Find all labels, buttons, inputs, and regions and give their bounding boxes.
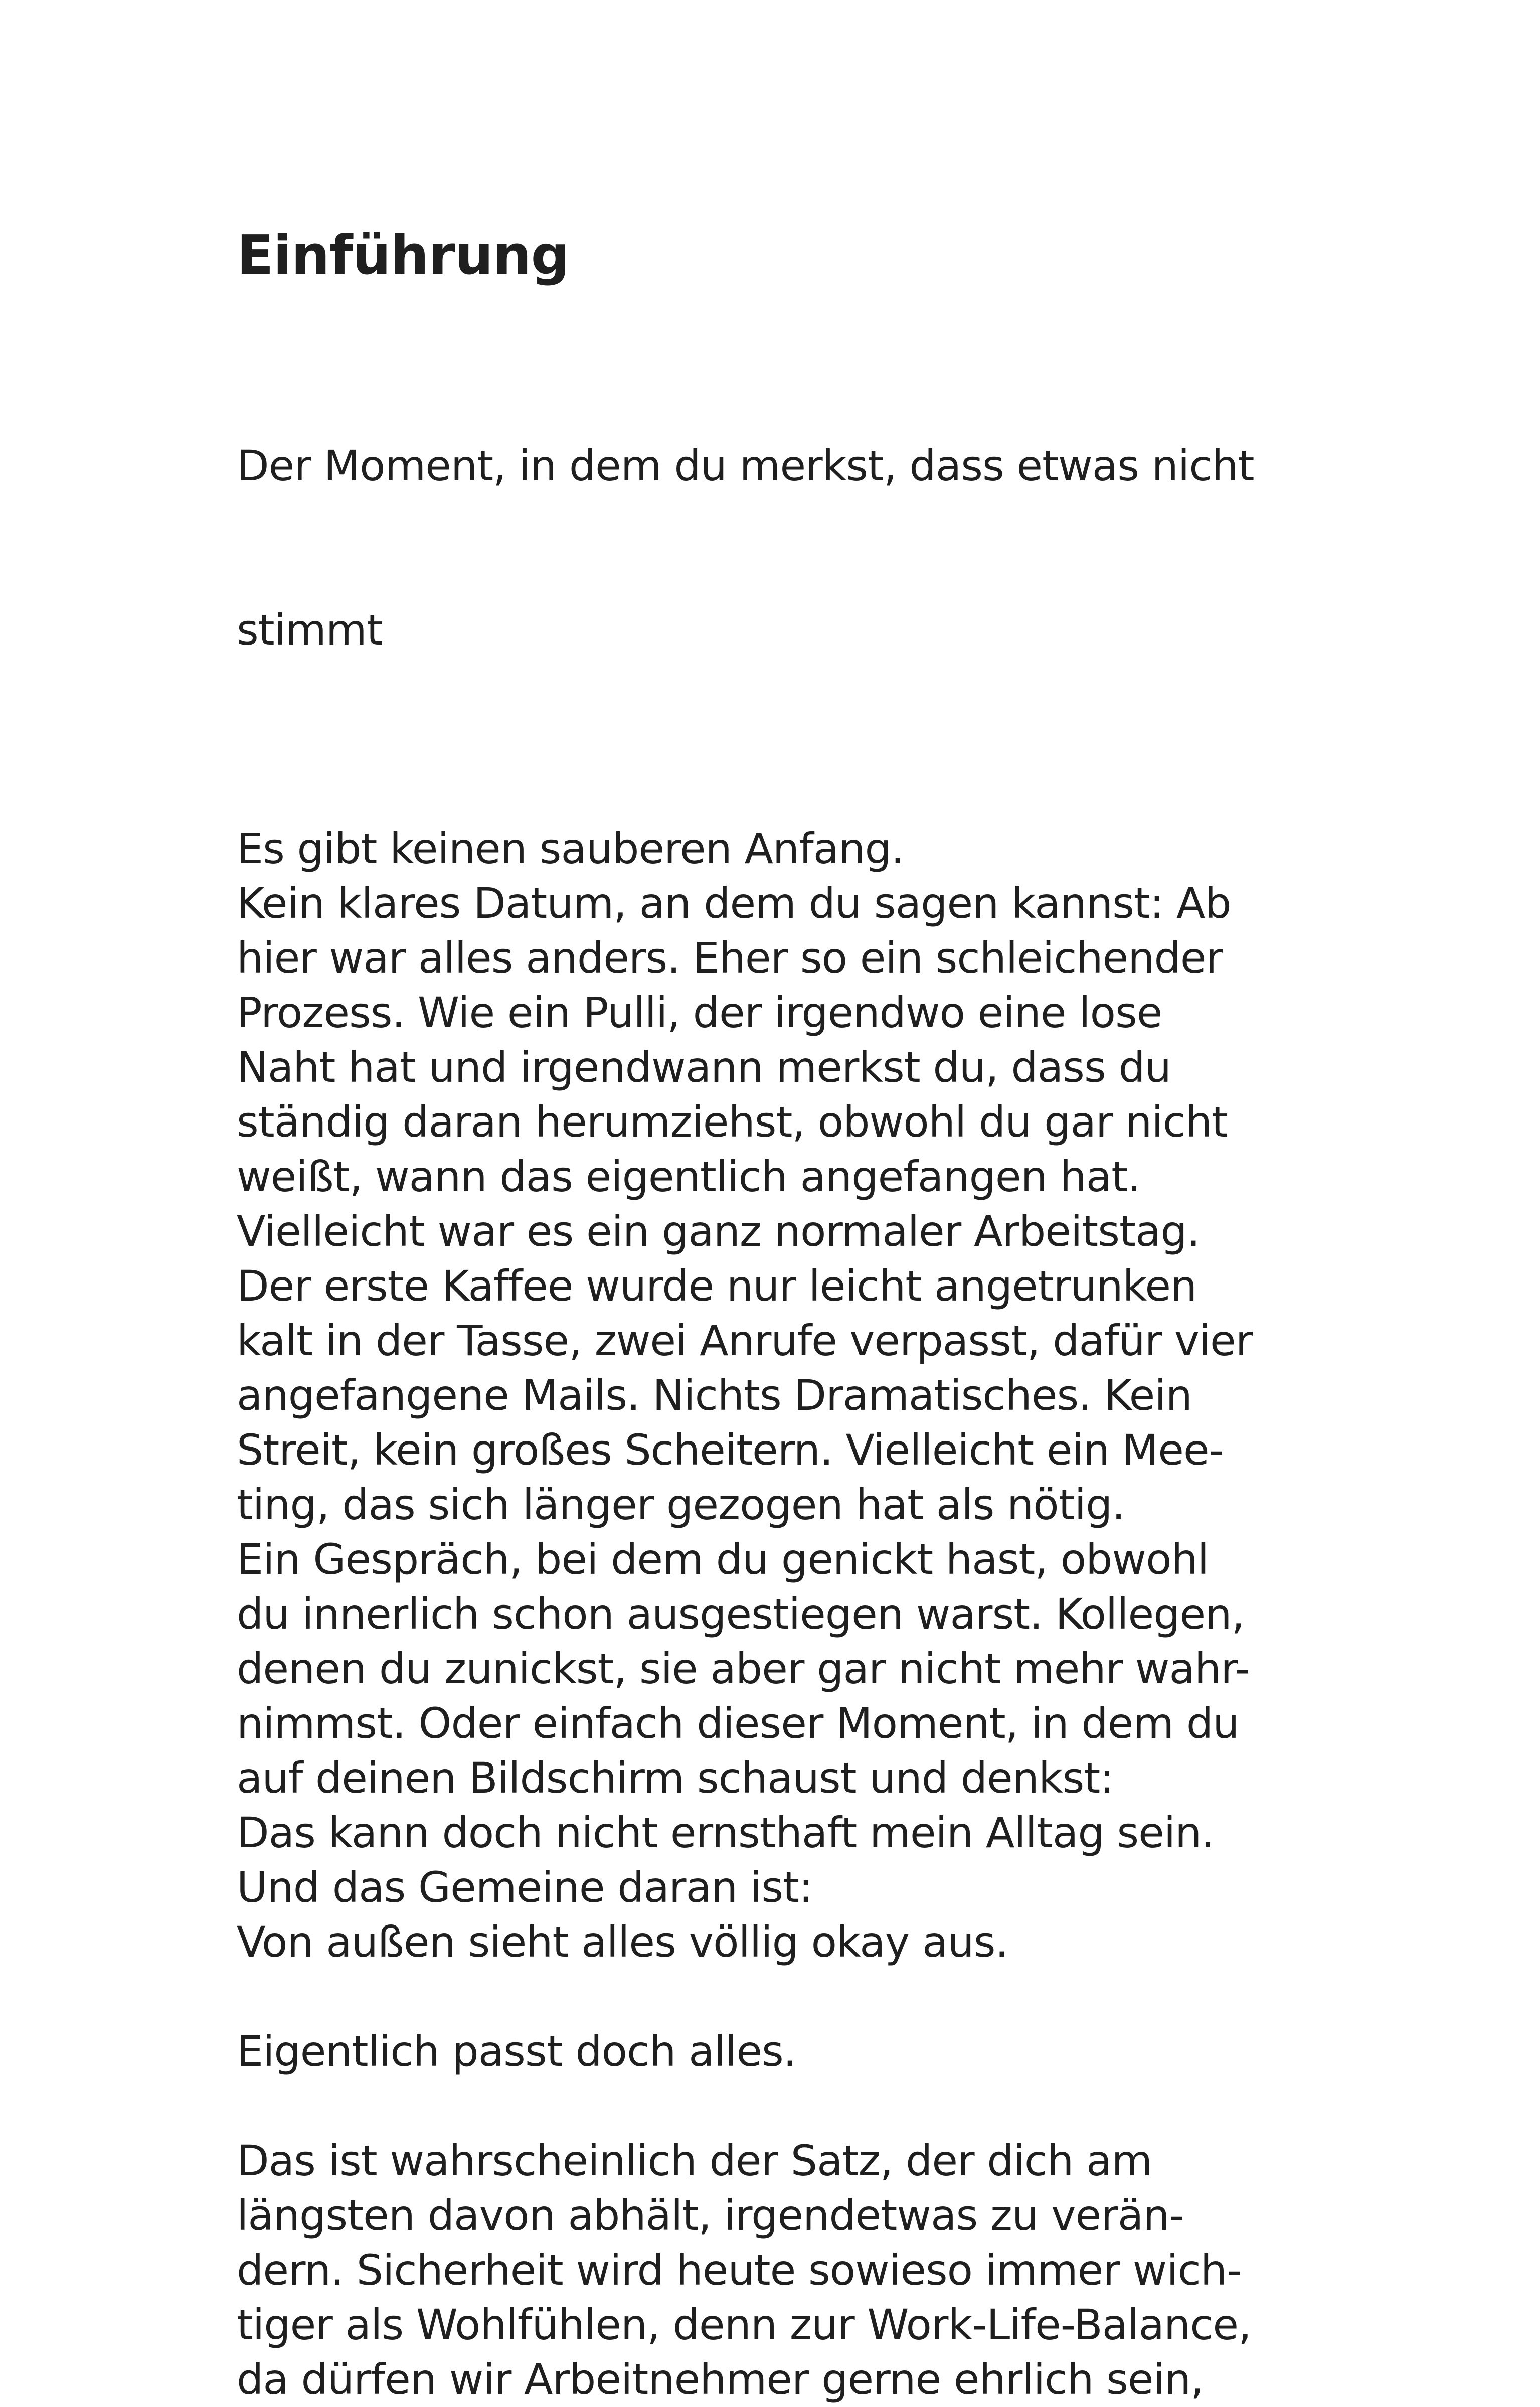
- text-line: dern. Sicherheit wird heute sowieso immer wich-: [237, 2245, 1242, 2295]
- text-line: Das ist wahrscheinlich der Satz, der dich am: [237, 2136, 1152, 2185]
- text-line: Naht hat und irgendwann merkst du, dass du: [237, 1043, 1171, 1092]
- text-line: Eigentlich passt doch alles.: [237, 2027, 796, 2076]
- text-line: ting, das sich länger gezogen hat als nötig.: [237, 1480, 1125, 1529]
- text-line: da dürfen wir Arbeitnehmer gerne ehrlich sein,: [237, 2355, 1204, 2404]
- text-line: nimmst. Oder einfach dieser Moment, in dem du: [237, 1699, 1239, 1748]
- page-content: [237, 218, 1310, 2407]
- paragraph-3: [237, 2134, 1310, 2407]
- text-line: Vielleicht war es ein ganz normaler Arbeitstag.: [237, 1207, 1200, 1256]
- text-line: auf deinen Bildschirm schaust und denkst:: [237, 1753, 1114, 1803]
- text-line: Es gibt keinen sauberen Anfang.: [237, 824, 904, 873]
- subtitle-line: stimmt: [237, 605, 383, 655]
- text-line: ständig daran herumziehst, obwohl du gar nicht: [237, 1097, 1228, 1147]
- text-line: Ein Gespräch, bei dem du genickt hast, obwohl: [237, 1535, 1209, 1584]
- text-line: weißt, wann das eigentlich angefangen hat.: [237, 1152, 1140, 1201]
- paragraph-gap: [237, 2079, 1310, 2134]
- paragraph-1: [237, 822, 1310, 1970]
- text-line: längsten davon abhält, irgendetwas zu verän-: [237, 2191, 1184, 2240]
- text-line: Kein klares Datum, an dem du sagen kannst: Ab: [237, 879, 1231, 928]
- text-line: Das kann doch nicht ernsthaft mein Alltag sein.: [237, 1808, 1215, 1857]
- paragraph-2: [237, 2024, 1310, 2079]
- text-line: Der erste Kaffee wurde nur leicht angetrunken: [237, 1261, 1197, 1311]
- text-line: tiger als Wohlfühlen, denn zur Work-Life-Balance,: [237, 2300, 1251, 2349]
- text-line: angefangene Mails. Nichts Dramatisches. Kein: [237, 1371, 1192, 1420]
- subtitle-line: Der Moment, in dem du merkst, dass etwas nicht: [237, 441, 1254, 491]
- text-line: denen du zunickst, sie aber gar nicht mehr wahr-: [237, 1644, 1250, 1693]
- chapter-subtitle: [237, 330, 1310, 767]
- text-line: Von außen sieht alles völlig okay aus.: [237, 1917, 1008, 1967]
- text-line: kalt in der Tasse, zwei Anrufe verpasst, dafür vier: [237, 1316, 1253, 1365]
- chapter-heading: Einführung: [237, 224, 569, 287]
- paragraph-gap: [237, 767, 1310, 822]
- text-line: Und das Gemeine daran ist:: [237, 1863, 813, 1912]
- text-line: hier war alles anders. Eher so ein schleichender: [237, 933, 1223, 983]
- text-line: Streit, kein großes Scheitern. Vielleicht ein Mee-: [237, 1425, 1224, 1475]
- text-line: du innerlich schon ausgestiegen warst. Kollegen,: [237, 1589, 1245, 1639]
- text-line: Prozess. Wie ein Pulli, der irgendwo eine lose: [237, 988, 1162, 1037]
- paragraph-gap: [237, 1970, 1310, 2024]
